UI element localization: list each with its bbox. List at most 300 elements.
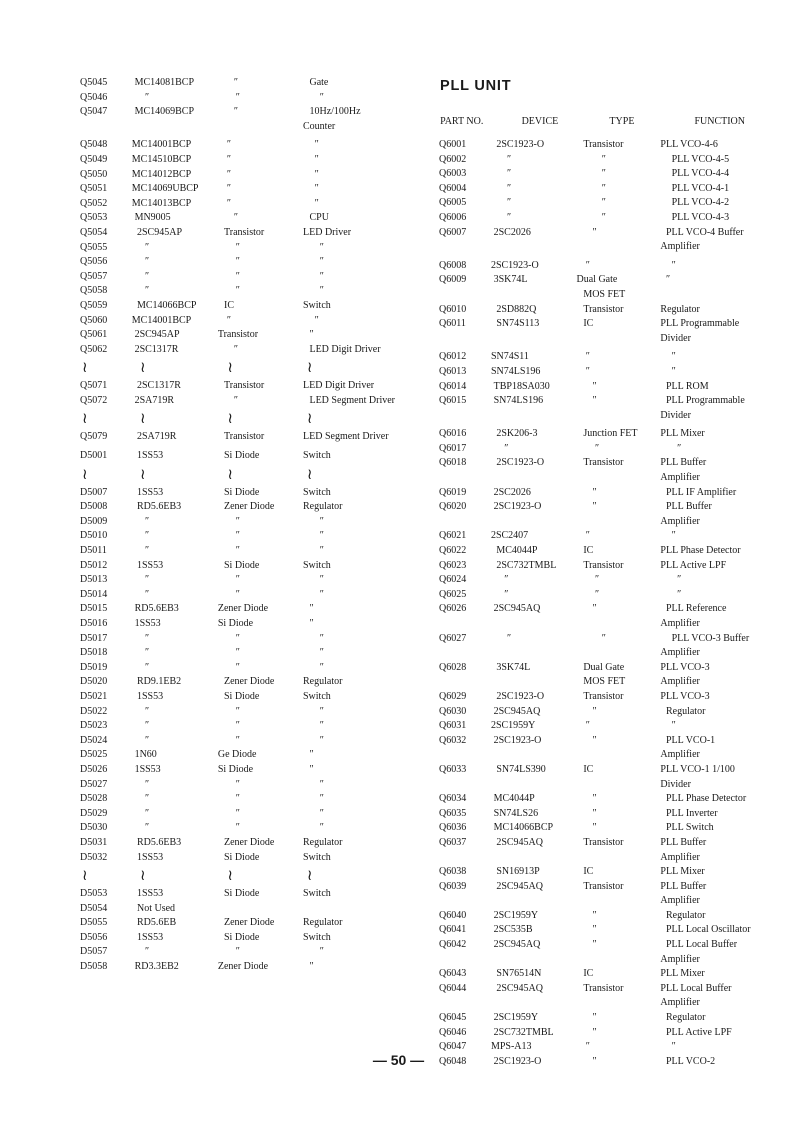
cell-device: ″ [506, 197, 512, 209]
cell-function: ″ [309, 329, 314, 341]
cell-function: Switch [303, 486, 331, 498]
cell-device: ″ [145, 285, 150, 297]
cell-function: ″ [309, 603, 314, 615]
cell-device: MC14069UBCP [131, 183, 199, 195]
cell-part: Q6029 [439, 690, 467, 702]
cell-device: 1SS53 [137, 559, 164, 571]
cell-function: Divider [660, 778, 691, 790]
cell-function: PLL Active LPF [665, 1026, 732, 1038]
cell-part: Q5054 [80, 226, 108, 238]
table-row [439, 259, 779, 274]
cell-device: SN74LS196 [493, 395, 544, 407]
cell-type: ″ [601, 632, 606, 644]
cell-type: Si Diode [224, 851, 260, 863]
cell-part: D5014 [80, 588, 108, 600]
cell-type: ″ [226, 197, 231, 209]
table-row [80, 748, 410, 763]
table-row [439, 409, 779, 424]
table-row [80, 529, 410, 544]
cell-function: ″ [319, 793, 324, 805]
cell-type: ″ [592, 1012, 597, 1024]
table-row [80, 226, 410, 241]
cell-type: ″ [235, 632, 240, 644]
table-row [80, 255, 410, 270]
cell-part: D5022 [80, 705, 108, 717]
cell-function: PLL Buffer [660, 457, 707, 469]
cell-function: ″ [671, 259, 676, 271]
table-row [80, 887, 410, 902]
cell-function: ″ [671, 530, 676, 542]
cell-device: RD5.6EB3 [137, 501, 182, 513]
cell-type: ″ [233, 394, 239, 406]
table-row [80, 182, 410, 197]
table-row [80, 778, 410, 793]
cell-part: Q6019 [439, 486, 467, 498]
cell-type: IC [583, 545, 594, 557]
cell-function: ″ [319, 515, 324, 527]
table-row [80, 792, 410, 807]
cell-type: ″ [235, 946, 240, 958]
cell-type: Transistor [224, 431, 265, 443]
cell-function: PLL VCO-4-5 [671, 153, 730, 165]
cell-type: ″ [592, 1026, 597, 1038]
cell-device: SN74S113 [496, 318, 540, 330]
page-number: — 50 — [372, 1052, 425, 1068]
cell-function: ″ [319, 91, 324, 103]
table-row [439, 500, 779, 515]
cell-type: ″ [585, 351, 590, 363]
cell-function: PLL VCO-2 [665, 1055, 716, 1067]
cell-type: ″ [592, 793, 597, 805]
cell-part: Q6014 [439, 380, 467, 392]
table-row [80, 500, 410, 515]
table-row [80, 916, 410, 931]
table-row [439, 1026, 779, 1041]
range-marker: ≀ [306, 868, 313, 885]
cell-type: Transistor [583, 303, 624, 315]
table-row [439, 778, 779, 793]
cell-part: D5020 [80, 676, 108, 688]
cell-type: Zener Diode [217, 961, 269, 973]
cell-type: Dual Gate [583, 661, 625, 673]
cell-device: 2SC732TMBL [496, 559, 557, 571]
cell-function: PLL Local Oscillator [665, 924, 751, 936]
cell-part: Q6022 [439, 545, 467, 557]
table-row [80, 91, 410, 106]
cell-device: MC14066BCP [137, 299, 197, 311]
pll-parts-table [439, 138, 779, 1069]
cell-device: RD5.6EB [137, 917, 177, 929]
cell-device: ″ [145, 270, 150, 282]
cell-type: ″ [592, 822, 597, 834]
cell-function: Regulator [303, 676, 343, 688]
cell-part: Q5062 [80, 343, 108, 355]
cell-device: 2SK206-3 [496, 428, 538, 440]
cell-type: Transistor [583, 982, 624, 994]
table-row [439, 836, 779, 851]
cell-device: 2SC945AQ [496, 836, 544, 848]
cell-device: 2SC945AQ [496, 880, 544, 892]
cell-device: 2SC535B [493, 924, 533, 936]
cell-part: Q6038 [439, 866, 467, 878]
cell-type: ″ [601, 153, 606, 165]
cell-part: Q6013 [439, 365, 467, 377]
cell-part: Q6031 [439, 720, 467, 732]
cell-function: PLL Mixer [660, 968, 705, 980]
cell-function: PLL Programmable [665, 395, 745, 407]
cell-part: Q5049 [80, 153, 108, 165]
cell-part: Q6043 [439, 968, 467, 980]
cell-type: ″ [235, 778, 240, 790]
cell-function: ″ [671, 1041, 676, 1053]
table-row [439, 138, 779, 153]
cell-type: Transistor [583, 690, 624, 702]
cell-function: LED Digit Driver [303, 380, 375, 392]
cell-type: Dual Gate [576, 274, 618, 286]
table-row [80, 807, 410, 822]
cell-type: Si Diode [224, 690, 260, 702]
table-row [80, 588, 410, 603]
cell-device: 2SC1923-O [493, 734, 542, 746]
table-row [80, 211, 410, 226]
cell-part: Q6042 [439, 939, 467, 951]
cell-device: 2SC1923-O [493, 501, 542, 513]
cell-part: Q6001 [439, 139, 467, 150]
cell-device: 2SC1959Y [493, 909, 539, 921]
cell-device: 2SC1923-O [496, 139, 545, 150]
cell-device: 1SS53 [137, 931, 164, 943]
cell-part: Q6009 [439, 274, 467, 286]
cell-type: ″ [235, 705, 240, 717]
cell-device: 2SC1923-O [490, 259, 539, 271]
table-row [80, 270, 410, 285]
cell-type: Transistor [583, 139, 624, 150]
cell-device: 2SD882Q [496, 303, 537, 315]
cell-part: D5056 [80, 931, 108, 943]
cell-part: Q5048 [80, 139, 108, 151]
cell-type: ″ [594, 574, 600, 586]
cell-part: Q6016 [439, 428, 467, 440]
table-row [80, 821, 410, 836]
table-row [439, 153, 779, 168]
cell-type: Transistor [217, 329, 259, 341]
table-row [439, 196, 779, 211]
table-row [80, 544, 410, 559]
cell-type: ″ [592, 705, 597, 717]
cell-type: ″ [592, 909, 597, 921]
cell-part: D5027 [80, 778, 108, 790]
cell-type: IC [583, 866, 594, 878]
cell-part: Q5051 [80, 183, 108, 195]
cell-part: D5058 [80, 961, 108, 973]
table-row [80, 343, 410, 358]
cell-device: ″ [145, 588, 150, 600]
cell-device: MC14013BCP [131, 197, 192, 209]
cell-device: 2SC1959Y [493, 1012, 539, 1024]
cell-device: 2SC945AP [137, 226, 183, 238]
table-row [80, 675, 410, 690]
cell-type: ″ [235, 720, 240, 732]
cell-function: Amplifier [660, 618, 700, 629]
cell-device: 2SC1317R [134, 343, 179, 355]
cell-part: D5019 [80, 661, 108, 673]
cell-part: D5013 [80, 574, 108, 586]
cell-part: D5025 [80, 749, 108, 761]
cell-function: PLL Programmable [660, 318, 740, 330]
cell-device: ″ [504, 574, 509, 586]
range-marker: ≀ [227, 360, 233, 377]
cell-device: MC4044P [496, 545, 538, 557]
cell-function: PLL VCO-4-2 [671, 197, 730, 209]
cell-function: Regulator [303, 836, 343, 848]
table-row [439, 923, 779, 938]
table-row [439, 211, 779, 226]
cell-function: ″ [314, 153, 319, 165]
cell-part: Q6028 [439, 661, 467, 673]
cell-function: Regulator [665, 909, 706, 921]
table-row [80, 449, 410, 464]
table-row [80, 573, 410, 588]
cell-type: ″ [594, 442, 600, 454]
table-row [80, 960, 410, 975]
cell-part: D5023 [80, 720, 108, 732]
cell-function: PLL Switch [665, 822, 714, 834]
cell-type: Zener Diode [224, 836, 275, 848]
cell-type: ″ [592, 226, 597, 238]
cell-part: D5001 [80, 450, 108, 462]
cell-type: ″ [235, 734, 240, 746]
table-row [439, 748, 779, 763]
cell-part: D5012 [80, 559, 108, 571]
cell-function: ″ [671, 720, 676, 732]
table-row [439, 953, 779, 968]
cell-part: Q6018 [439, 457, 467, 469]
table-row [439, 288, 779, 303]
cell-part: Q6023 [439, 559, 467, 571]
cell-function: LED Digit Driver [309, 343, 381, 355]
cell-device: ″ [145, 822, 150, 834]
header-part-no: PART NO. [440, 115, 484, 127]
table-row [439, 646, 779, 661]
table-row [439, 661, 779, 676]
table-row [439, 442, 779, 457]
cell-type: ″ [235, 822, 240, 834]
cell-function: PLL VCO-3 [660, 661, 710, 673]
table-row [80, 197, 410, 212]
table-row [80, 661, 410, 676]
cell-function: Amplifier [660, 647, 700, 659]
table-row [80, 153, 410, 168]
cell-type: ″ [585, 720, 590, 732]
table-row [439, 544, 779, 559]
table-row [80, 430, 410, 445]
cell-type: ″ [233, 106, 239, 118]
cell-part: Q6008 [439, 259, 467, 271]
cell-device: MPS-A13 [490, 1041, 532, 1053]
table-row [439, 588, 779, 603]
table-row [439, 880, 779, 895]
table-row [439, 690, 779, 705]
cell-type: ″ [592, 486, 597, 498]
cell-function: PLL Local Buffer [665, 939, 738, 951]
cell-function: ″ [319, 545, 324, 557]
cell-device: SN74LS26 [493, 807, 539, 819]
cell-device: 1SS53 [134, 618, 161, 629]
cell-type: ″ [226, 168, 231, 180]
table-row [439, 471, 779, 486]
cell-part: D5032 [80, 851, 108, 863]
range-marker: ≀ [306, 411, 313, 428]
cell-part: Q5071 [80, 380, 108, 392]
cell-device: ″ [145, 807, 150, 819]
cell-type: ″ [235, 91, 240, 103]
cell-function: ″ [319, 734, 324, 746]
cell-type: ″ [226, 153, 231, 165]
table-row [439, 675, 779, 690]
table-row [439, 982, 779, 997]
cell-function: ″ [677, 574, 682, 586]
cell-device: RD3.3EB2 [134, 961, 179, 973]
cell-part: Q6015 [439, 395, 467, 407]
range-marker: ≀ [82, 868, 88, 885]
table-row [439, 617, 779, 632]
range-marker: ≀ [306, 360, 313, 377]
cell-type: ″ [592, 380, 597, 392]
cell-type: Si Diode [224, 486, 260, 498]
cell-device: ″ [145, 946, 150, 958]
cell-part: Q6003 [439, 168, 467, 180]
cell-part: Q6034 [439, 793, 467, 805]
cell-device: TBP18SA030 [493, 380, 550, 392]
cell-type: ″ [235, 515, 240, 527]
cell-part: Q6017 [439, 442, 467, 454]
cell-function: Regulator [303, 501, 343, 513]
table-row [439, 559, 779, 574]
table-row [80, 284, 410, 299]
cell-function: ″ [309, 763, 314, 775]
cell-function: ″ [677, 588, 682, 600]
cell-function: ″ [319, 778, 324, 790]
table-row [80, 902, 410, 917]
cell-type: ″ [235, 807, 240, 819]
cell-function: Switch [303, 690, 331, 702]
cell-part: Q5052 [80, 197, 108, 209]
cell-part: Q5050 [80, 168, 108, 180]
cell-type: IC [583, 763, 594, 775]
cell-part: D5011 [80, 545, 107, 557]
cell-device: 1SS53 [134, 763, 161, 775]
cell-part: D5024 [80, 734, 108, 746]
cell-part: D5007 [80, 486, 108, 498]
cell-type: ″ [235, 793, 240, 805]
cell-type: Si Diode [217, 618, 254, 629]
cell-type: ″ [594, 588, 600, 600]
cell-function: ″ [665, 274, 671, 286]
cell-part: D5016 [80, 618, 108, 629]
cell-device: MC14069BCP [134, 106, 195, 118]
table-row [439, 705, 779, 720]
cell-part: D5018 [80, 647, 108, 659]
cell-type: Junction FET [583, 428, 638, 440]
table-row [439, 240, 779, 255]
cell-type: Transistor [583, 559, 624, 571]
table-row [80, 138, 410, 153]
cell-function: LED Driver [303, 226, 352, 238]
table-row [439, 427, 779, 442]
cell-type: ″ [592, 1055, 597, 1067]
cell-part: Q6020 [439, 501, 467, 513]
cell-part: Q6037 [439, 836, 467, 848]
cell-function: Switch [303, 450, 331, 462]
cell-device: 2SC1317R [137, 380, 181, 392]
cell-function: PLL VCO-4-1 [671, 182, 730, 194]
cell-type: ″ [226, 139, 231, 151]
table-row [439, 573, 779, 588]
cell-function: ″ [309, 618, 314, 629]
cell-type: Si Diode [224, 559, 260, 571]
cell-type: Transistor [224, 380, 265, 392]
cell-function: ″ [309, 961, 314, 973]
cell-device: 2SC1923-O [496, 690, 545, 702]
range-marker: ≀ [139, 868, 146, 885]
cell-type: IC [224, 299, 234, 311]
table-row [80, 734, 410, 749]
cell-part: Q6040 [439, 909, 467, 921]
cell-type: ″ [592, 924, 597, 936]
table-row [439, 486, 779, 501]
cell-type: ″ [592, 603, 597, 615]
cell-part: Q6007 [439, 226, 467, 238]
cell-part: D5031 [80, 836, 108, 848]
cell-type: ″ [592, 395, 597, 407]
cell-device: ″ [506, 153, 512, 165]
cell-device: 2SA719R [134, 394, 175, 406]
table-row [439, 226, 779, 241]
table-row [439, 865, 779, 880]
cell-type: MOS FET [583, 676, 626, 688]
cell-device: 1N60 [134, 749, 157, 761]
cell-part: Q6036 [439, 822, 467, 834]
cell-device: 2SC945AQ [493, 603, 541, 615]
cell-part: D5021 [80, 690, 108, 702]
cell-part: Q6011 [439, 318, 466, 330]
table-row [439, 632, 779, 647]
cell-function: Amplifier [660, 953, 700, 965]
cell-part: Q5079 [80, 431, 108, 443]
table-row [439, 821, 779, 836]
table-row [439, 807, 779, 822]
cell-device: 2SC732TMBL [493, 1026, 554, 1038]
table-row [439, 515, 779, 530]
table-row [439, 529, 779, 544]
cell-part: Q6006 [439, 211, 467, 223]
cell-device: SN16913P [496, 866, 540, 878]
cell-type: ″ [585, 365, 590, 377]
cell-part: D5029 [80, 807, 108, 819]
cell-part: D5008 [80, 501, 108, 513]
cell-type: MOS FET [583, 288, 626, 300]
cell-function: Regulator [665, 705, 706, 717]
cell-device: 2SC2026 [493, 486, 531, 498]
header-function: FUNCTION [694, 115, 745, 127]
cell-function: PLL VCO-4-6 [660, 139, 718, 150]
table-row [439, 996, 779, 1011]
cell-function: Regulator [660, 303, 700, 315]
cell-type: ″ [235, 530, 240, 542]
cell-type: ″ [585, 530, 590, 542]
table-row [439, 394, 779, 409]
cell-type: Zener Diode [217, 603, 269, 615]
